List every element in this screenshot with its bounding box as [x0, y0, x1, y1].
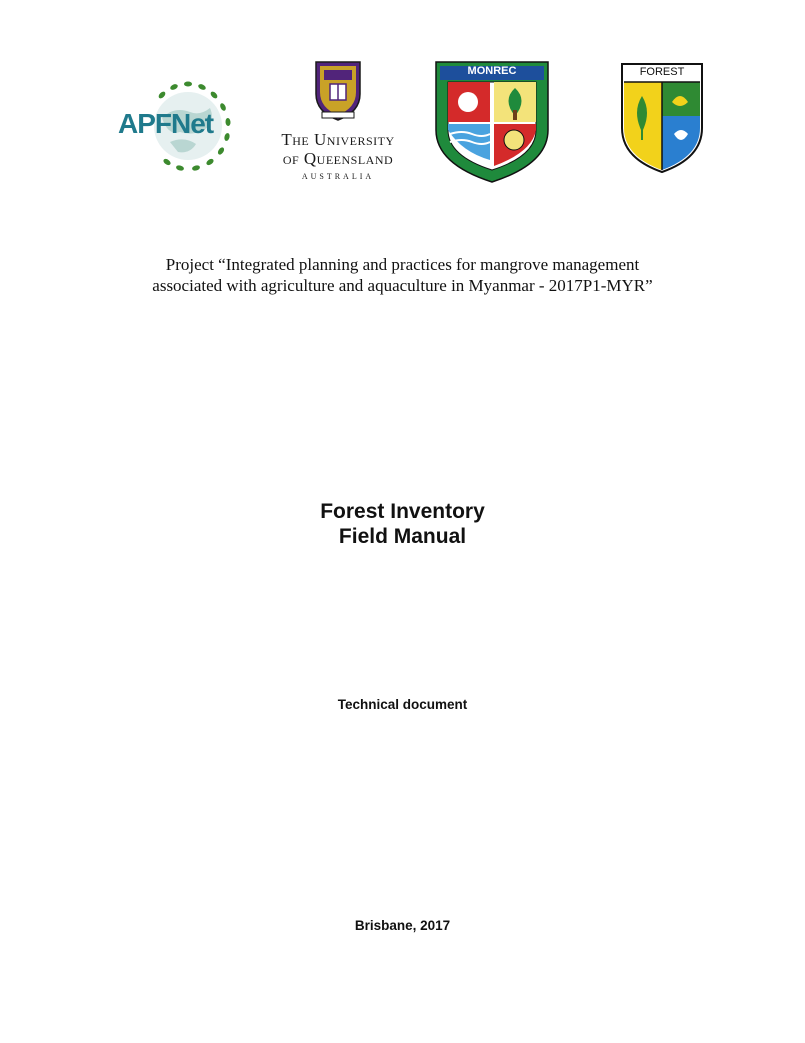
apfnet-wordmark: APFNet [118, 108, 214, 139]
document-subtitle: Technical document [337, 697, 468, 712]
document-title [100, 499, 705, 549]
place-and-year: Brisbane, 2017 [354, 918, 451, 933]
monrec-shield-icon [432, 60, 552, 184]
project-line-1: Project “Integrated planning and practices for mangrove management [165, 255, 640, 274]
uq-logo [266, 60, 410, 186]
uq-line-3: AUSTRALIA [301, 172, 375, 181]
forest-shield-icon [620, 62, 704, 174]
uq-line-1: The University [281, 130, 395, 149]
forest-department-logo [620, 62, 704, 174]
uq-line-2: of Queensland [282, 149, 394, 168]
project-line-2: associated with agriculture and aquaculture in Myanmar - 2017P1-MYR” [152, 276, 653, 295]
monrec-label: MONREC [467, 65, 517, 77]
forest-label: FOREST [639, 66, 685, 78]
title-line-2: Field Manual [338, 525, 467, 548]
uq-crest-icon [314, 60, 362, 122]
apfnet-logo [112, 64, 258, 182]
title-line-1: Forest Inventory [320, 500, 485, 523]
project-description [80, 254, 725, 296]
monrec-logo [432, 60, 552, 184]
